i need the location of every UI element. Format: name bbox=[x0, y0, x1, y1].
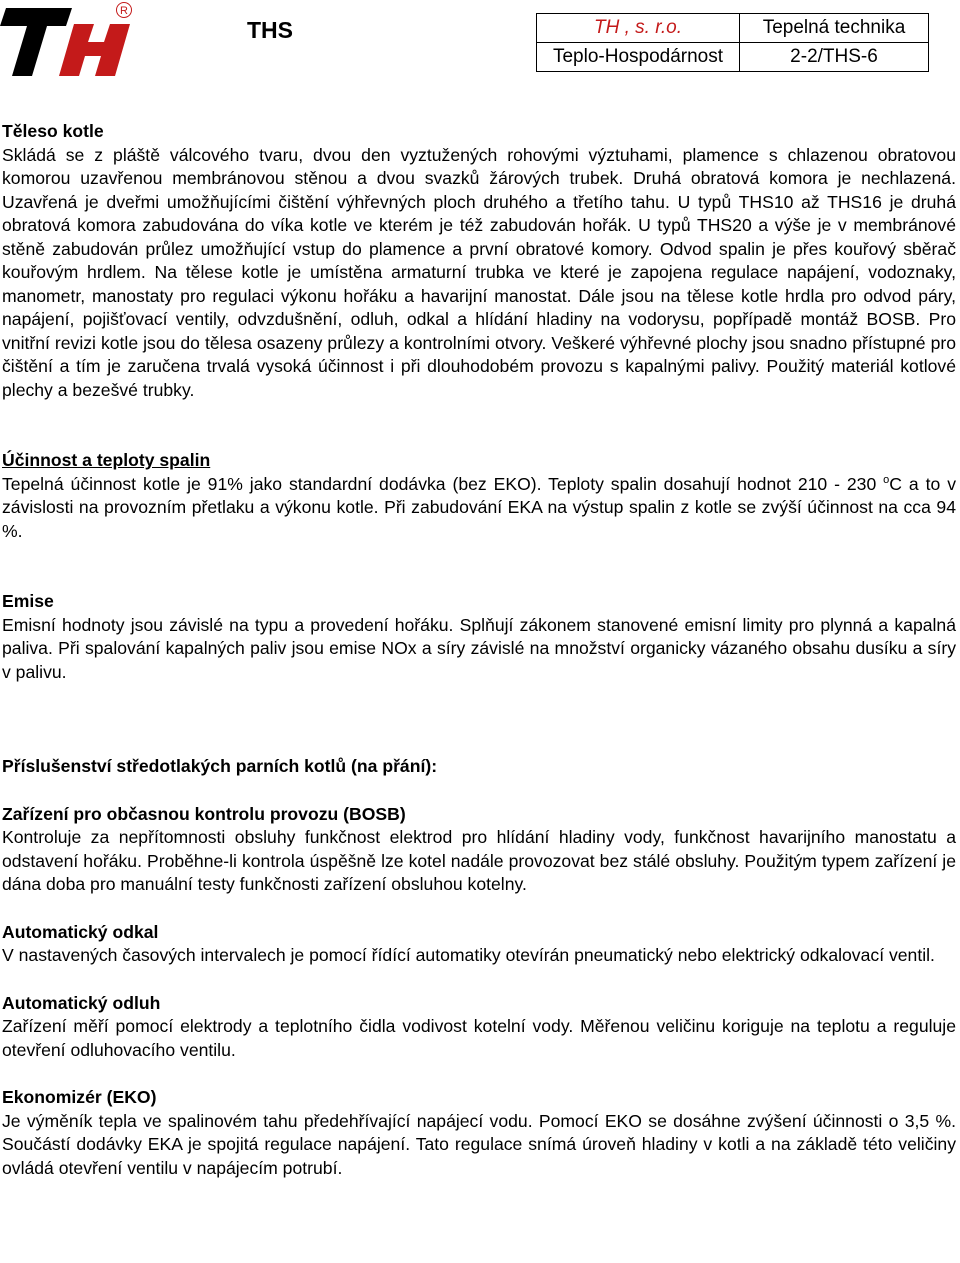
section-body: Emisní hodnoty jsou závislé na typu a provedení hořáku. Splňují zákonem stanovené emisní limity pro plynná a kapalná paliva. Při spalování kapalných paliv jsou emise NOx a síry závislé na množství organicky vázaného obsahu dusíku a síry v palivu. bbox=[2, 614, 956, 682]
registered-mark-icon: R bbox=[116, 2, 132, 18]
section-title: Emise bbox=[2, 591, 54, 611]
section-odluh bbox=[2, 992, 956, 1063]
section-title: Příslušenství středotlakých parních kotlů (na přání): bbox=[2, 756, 438, 776]
section-body: Zařízení měří pomocí elektrody a teplotního čidla vodivost kotelní vody. Měřenou veličinu koriguje na teplotu a reguluje otevření odluhovacího ventilu. bbox=[2, 1016, 956, 1060]
section-prislusenstvi bbox=[2, 755, 956, 779]
section-body: Je výměník tepla ve spalinovém tahu předehřívající napájecí vodu. Pomocí EKO se dosáhne zvýšení účinnosti o 3,5 %. Součástí dodávky EKA je spojitá regulace napájení. Tato regulace snímá úroveň hladiny v kotli a na základě této veličiny ovládá otevření ventilu v napájecím potrubí. bbox=[2, 1110, 956, 1178]
document-code: 2-2/THS-6 bbox=[740, 43, 929, 72]
section-title: Automatický odluh bbox=[2, 992, 161, 1013]
brand-name: THS bbox=[247, 17, 293, 43]
section-eko bbox=[2, 1086, 956, 1180]
section-title: Těleso kotle bbox=[2, 121, 104, 141]
section-bosb bbox=[2, 803, 956, 897]
section-body: Kontroluje za nepřítomnosti obsluhy funkčnost elektrod pro hlídání hladiny vody, funkčnost havarijního manostatu a odstavení hořáku. Proběhne-li kontrola úspěšně lze kotel nadále provozovat bez stálé obsluhy. Použitým typem zařízení je dána doba pro manuální testy funkčnosti zařízení obsluhou kotelny. bbox=[2, 827, 956, 894]
section-title: Účinnost a teploty spalin bbox=[2, 450, 211, 470]
document-body bbox=[2, 120, 956, 1180]
section-emise bbox=[2, 590, 956, 684]
subtitle: Teplo-Hospodárnost bbox=[537, 43, 740, 72]
section-title: Zařízení pro občasnou kontrolu provozu (BOSB) bbox=[2, 803, 406, 824]
section-ucinnost bbox=[2, 449, 956, 543]
section-odkal bbox=[2, 921, 956, 968]
section-title: Ekonomizér (EKO) bbox=[2, 1087, 157, 1107]
header-info-table bbox=[536, 13, 929, 72]
section-teleso-kotle bbox=[2, 120, 956, 402]
section-title: Automatický odkal bbox=[2, 921, 159, 942]
degree-sup: o bbox=[883, 473, 890, 486]
section-body: V nastavených časových intervalech je pomocí řídící automatiky otevírán pneumatický nebo elektrický odkalovací ventil. bbox=[2, 945, 935, 965]
section-body: Tepelná účinnost kotle je 91% jako standardní dodávka (bez EKO). Teploty spalin dosahují hodnot 210 - 230 $^o$C a to v závislosti na provozním přetlaku a výkonu kotle. Při zabudování EKA na výstup spalin z kotle se zvýší účinnost na cca 94 %. bbox=[2, 473, 957, 541]
company-name: TH , s. r.o. bbox=[537, 14, 740, 43]
division-name: Tepelná technika bbox=[740, 14, 929, 43]
section-body: Skládá se z pláště válcového tvaru, dvou den vyztužených rohovými výztuhami, plamence s chlazenou obratovou komorou uzavřenou membránovou stěnou a dvou svazků žárových trubek. Druhá obratová komora je nechlazená. Uzavřená je dveřmi umožňujícími čištění výhřevných ploch druhého a třetího tahu. U typů THS10 až THS16 je druhá obratová komora zabudována do víka kotle ve kterém je též zabudován hořák. U typů THS20 a výše je v membránové stěně zabudován průlez umožňující vstup do plamence a první obratové komory. Odvod spalin je přes kouřový sběrač kouřovým hrdlem. Na tělese kotle je umístěna armaturní trubka ve které je zapojena regulace napájení, vodoznaky, manometr, manostaty pro regulaci výkonu hořáku a havarijní manostat. Dále jsou na tělese kotle hrdla pro odvod páry, napájení, pojišťovací ventily, odvzdušnění, odluh, odkal a hlídání hladiny na vodorysu, popřípadě montáž BOSB. Pro vnitřní revizi kotle jsou do tělesa osazeny průlezy a kontrolními otvory. Veškeré výhřevné plochy jsou snadno přístupné pro čištění a tím je zaručena trvalá vysoká účinnost i při dlouhodobém provozu s kapalnými palivy. Použitý materiál kotlové plechy a bezešvé trubky. bbox=[2, 144, 956, 400]
